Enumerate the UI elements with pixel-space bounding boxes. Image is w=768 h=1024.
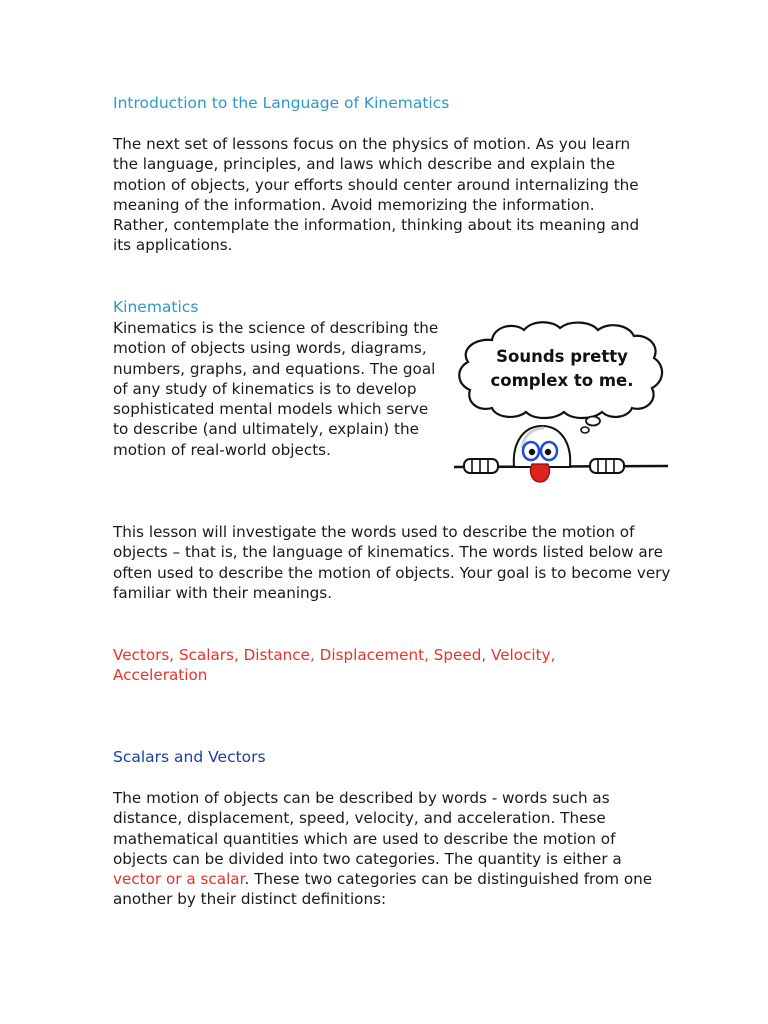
lesson-paragraph: This lesson will investigate the words used to describe the motion of objects – that is, the language of kinematics. The words listed below are often used to describe the motion of objects. Your goal is to become very familiar with their meanings. [113,523,671,602]
topics-list: Vectors, Scalars, Distance, Displacement, Speed, Velocity, Acceleration [113,646,556,685]
red-nose [530,464,549,482]
sv-text-part1: The motion of objects can be described by words - words such as distance, displacement, speed, velocity, and acceleration. These mathematical quantities which are used to describe the motion of objects can be divided into two categories. The quantity is either a [113,789,622,868]
scalars-vectors-paragraph [113,788,673,910]
kinematics-heading: Kinematics [113,298,199,316]
bubble-line-1: Sounds pretty [496,347,628,366]
scalars-vectors-heading: Scalars and Vectors [113,748,266,766]
intro-paragraph: The next set of lessons focus on the physics of motion. As you learn the language, principles, and laws which describe and explain the motion of objects, your efforts should center around internalizing the meaning of the information. Avoid memorizing the information. Rather, contemplate the information, thinking about its meaning and its applications. [113,135,640,255]
vector-scalar-highlight: vector or a scalar [113,870,245,889]
left-hand [464,459,498,473]
document-page [113,0,673,1024]
bubble-line-2: complex to me. [490,371,634,390]
thinking-character-cartoon [452,318,670,490]
thought-bubble [459,322,662,433]
page-title: Introduction to the Language of Kinematics [113,94,450,112]
right-hand [590,459,624,473]
kinematics-paragraph: Kinematics is the science of describing the motion of objects using words, diagrams, numbers, graphs, and equations. The goal of any study of kinematics is to develop sophisticated mental models which serve to describe (and ultimately, explain) the motion of real-world objects. [113,319,439,459]
character-head [514,426,570,482]
sv-text-part2: . These two categories can be distinguished from one another by their distinct definitions: [113,870,653,909]
